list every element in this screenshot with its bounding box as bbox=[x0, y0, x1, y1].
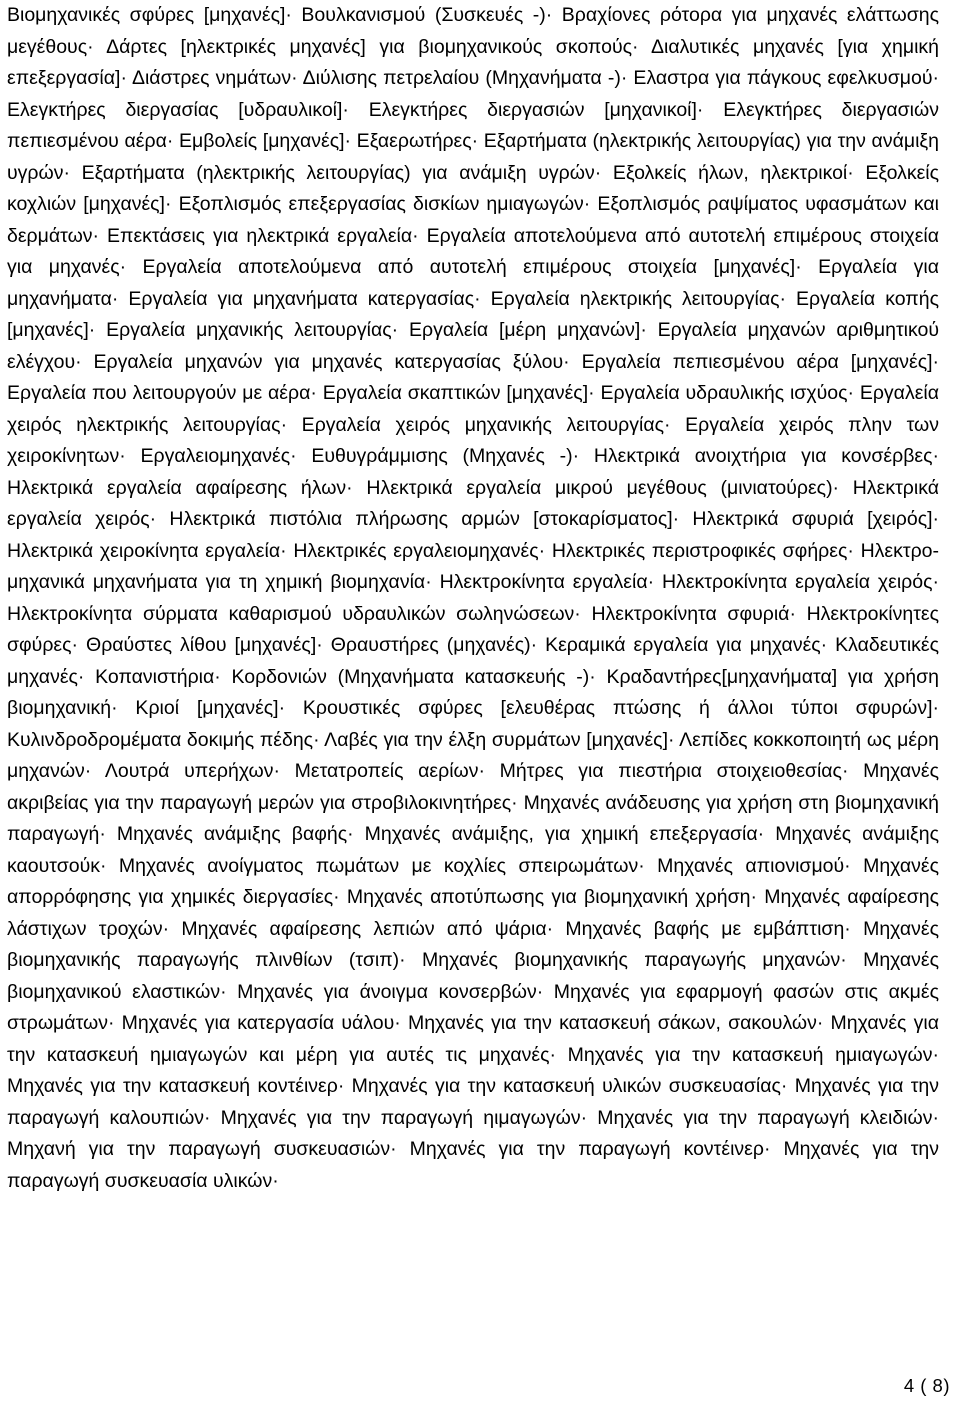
page-number: 4 ( 8) bbox=[903, 1375, 950, 1396]
goods-classification-paragraph: Βιομηχανικές σφύρες [μηχανές]· Βουλκανισμού (Συσκευές -)· Βραχίονες ρότορα για μηχανές ελάττωσης μεγέθους· Δάρτες [ηλεκτρικές μηχανές] για βιομηχανικούς σκοπούς· Διαλυτικές μηχανές [για χημική επεξεργασία]· Διάστρες νημάτων· Διύλισης πετρελαίου (Μηχανήματα -)· Ελαστρα για πάγκους εφελκυσμού· Ελεγκτήρες διεργασίας [υδραυλικοί]· Ελεγκτήρες διεργασιών [μηχανικοί]· Ελεγκτήρες διεργασιών πεπιεσμένου αέρα· Εμβολείς [μηχανές]· Εξαερωτήρες· Εξαρτήματα (ηλεκτρικής λειτουργίας) για την ανάμιξη υγρών· Εξαρτήματα (ηλεκτρικής λειτουργίας) για ανάμιξη υγρών· Εξολκείς ήλων, ηλεκτρικοί· Εξολκείς κοχλιών [μηχανές]· Εξοπλισμός επεξεργασίας δισκίων ημιαγωγών· Εξοπλισμός ραψίματος υφασμάτων και δερμάτων· Επεκτάσεις για ηλεκτρικά εργαλεία· Εργαλεία αποτελούμενα από αυτοτελή επιμέρους στοιχεία για μηχανές· Εργαλεία αποτελούμενα από αυτοτελή επιμέρους στοιχεία [μηχανές]· Εργαλεία για μηχανήματα· Εργαλεία για μηχανήματα κατεργασίας· Εργαλεία ηλεκτρικής λειτουργίας· Εργαλεία κοπής [μηχανές]· Εργαλεία μηχανικής λειτουργίας· Εργαλεία [μέρη μηχανών]· Εργαλεία μηχανών αριθμητικού ελέγχου· Εργαλεία μηχανών για μηχανές κατεργασίας ξύλου· Εργαλεία πεπιεσμένου αέρα [μηχανές]· Εργαλεία που λειτουργούν με αέρα· Εργαλεία σκαπτικών [μηχανές]· Εργαλεία υδραυλικής ισχύος· Εργαλεία χειρός ηλεκτρικής λειτουργίας· Εργαλεία χειρός μηχανικής λειτουργίας· Εργαλεία χειρός πλην των χειροκίνητων· Εργαλειομηχανές· Ευθυγράμμισης (Μηχανές -)· Ηλεκτρικά ανοιχτήρια για κονσέρβες· Ηλεκτρικά εργαλεία αφαίρεσης ήλων· Ηλεκτρικά εργαλεία μικρού μεγέθους (μινιατούρες)· Ηλεκτρικά εργαλεία χειρός· Ηλεκτρικά πιστόλια πλήρωσης αρμών [στοκαρίσματος]· Ηλεκτρικά σφυριά [χειρός]· Ηλεκτρικά χειροκίνητα εργαλεία· Ηλεκτρικές εργαλειομηχανές· Ηλεκτρικές περιστροφικές σφήρες· Ηλεκτρο-μηχανικά μηχανήματα για τη χημική βιομηχανία· Ηλεκτροκίνητα εργαλεία· Ηλεκτροκίνητα εργαλεία χειρός· Ηλεκτροκίνητα σύρματα καθαρισμού υδραυλικών σωληνώσεων· Ηλεκτροκίνητα σφυριά· Ηλεκτροκίνητες σφύρες· Θραύστες λίθου [μηχανές]· Θραυστήρες (μηχανές)· Κεραμικά εργαλεία για μηχανές· Κλαδευτικές μηχανές· Κοπανιστήρια· Κορδονιών (Μηχανήματα κατασκευής -)· Κραδαντήρες[μηχανήματα] για χρήση βιομηχανική· Κριοί [μηχανές]· Κρουστικές σφύρες [ελευθέρας πτώσης ή άλλοι τύποι σφυρών]· Κυλινδροδρομέματα δοκιμής πέδης· Λαβές για την έλξη συρμάτων [μηχανές]· Λεπίδες κοκκοποιητή ως μέρη μηχανών· Λουτρά υπερήχων· Μετατροπείς αερίων· Μήτρες για πιεστήρια στοιχειοθεσίας· Μηχανές ακριβείας για την παραγωγή μερών για στροβιλοκινητήρες· Μηχανές ανάδευσης για χρήση στη βιομηχανική παραγωγή· Μηχανές ανάμιξης βαφής· Μηχανές ανάμιξης, για χημική επεξεργασία· Μηχανές ανάμιξης καουτσούκ· Μηχανές ανοίγματος πωμάτων με κοχλίες σπειρωμάτων· Μηχανές απιονισμού· Μηχανές απορρόφησης για χημικές διεργασίες· Μηχανές αποτύπωσης για βιομηχανική χρήση· Μηχανές αφαίρεσης λάστιχων τροχών· Μηχανές αφαίρεσης λεπιών από ψάρια· Μηχανές βαφής με εμβάπτιση· Μηχανές βιομηχανικής παραγωγής πλινθίων (τσιπ)· Μηχανές βιομηχανικής παραγωγής μηχανών· Μηχανές βιομηχανικού ελαστικών· Μηχανές για άνοιγμα κονσερβών· Μηχανές για εφαρμογή φασών στις ακμές στρωμάτων· Μηχανές για κατεργασία υάλου· Μηχανές για την κατασκευή σάκων, σακουλών· Μηχανές για την κατασκευή ημιαγωγών και μέρη για αυτές τις μηχανές· Μηχανές για την κατασκευή ημιαγωγών· Μηχανές για την κατασκευή κοντέινερ· Μηχανές για την κατασκευή υλικών συσκευασίας· Μηχανές για την παραγωγή καλουπιών· Μηχανές για την παραγωγή ηιμαγωγών· Μηχανές για την παραγωγή κλειδιών· Μηχανή για την παραγωγή συσκευασιών· Μηχανές για την παραγωγή κοντέινερ· Μηχανές για την παραγωγή συσκευασία υλικών· bbox=[7, 4, 939, 1192]
